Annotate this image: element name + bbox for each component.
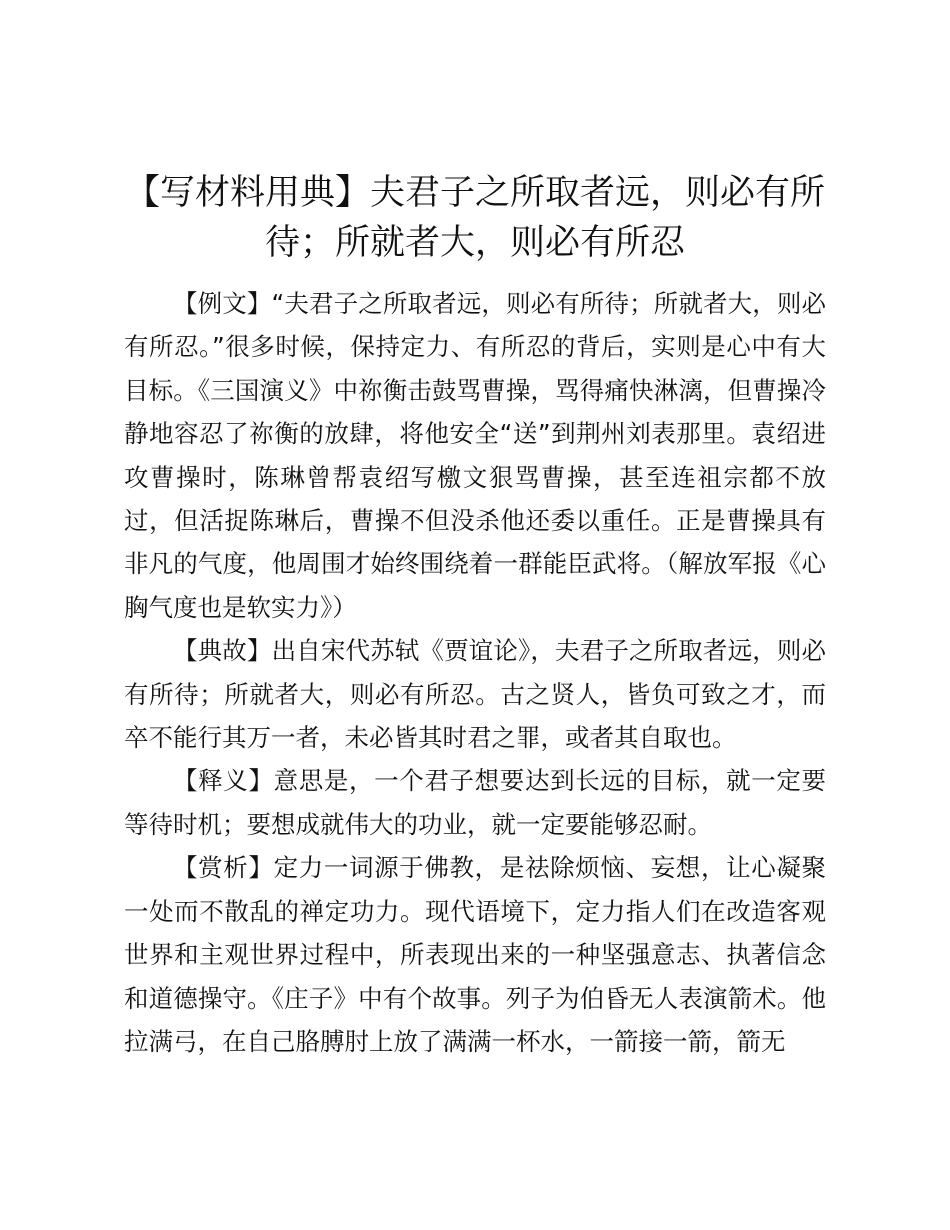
paragraph-text: 意思是，一个君子想要达到长远的目标，就一定要等待时机；要想成就伟大的功业，就一定要能够忍耐。 — [124, 766, 827, 839]
paragraph-meaning — [124, 759, 826, 846]
paragraph-text: “夫君子之所取者远，则必有所待；所就者大，则必有所忍。”很多时候，保持定力、有所忍的背后，实则是心中有大目标。《三国演义》中祢衡击鼓骂曹操，骂得痛快淋漓，但曹操冷静地容忍了祢衡的放肆，将他安全“送”到荆州刘表那里。袁绍进攻曹操时，陈琳曾帮袁绍写檄文狠骂曹操，甚至连祖宗都不放过，但活捉陈琳后，曹操不但没杀他还委以重任。正是曹操具有非凡的气度，他周围才始终围绕着一群能臣武将。（解放军报《心胸气度也是软实力》） — [124, 289, 826, 622]
document-title: 【写材料用典】夫君子之所取者远，则必有所待；所就者大，则必有所忍 — [124, 173, 825, 263]
document-body — [124, 282, 826, 1063]
paragraph-tag: 【典故】 — [173, 636, 272, 666]
paragraph-allusion — [124, 629, 826, 759]
paragraph-tag: 【赏析】 — [173, 853, 274, 883]
paragraph-text: 定力一词源于佛教，是祛除烦恼、妄想，让心凝聚一处而不散乱的禅定功力。现代语境下，定力指人们在改造客观世界和主观世界过程中，所表现出来的一种坚强意志、执著信念和道德操守。《庄子》中有个故事。列子为伯昏无人表演箭术。他拉满弓，在自己胳膊肘上放了满满一杯水，一箭接一箭，箭无 — [124, 853, 827, 1056]
paragraph-tag: 【例文】 — [173, 289, 272, 318]
paragraph-example — [124, 282, 826, 629]
paragraph-appreciation — [124, 846, 826, 1063]
paragraph-text: 出自宋代苏轼《贾谊论》，夫君子之所取者远，则必有所待；所就者大，则必有所忍。古之贤人，皆负可致之才，而卒不能行其万一者，未必皆其时君之罪，或者其自取也。 — [124, 636, 826, 753]
paragraph-tag: 【释义】 — [173, 766, 274, 796]
